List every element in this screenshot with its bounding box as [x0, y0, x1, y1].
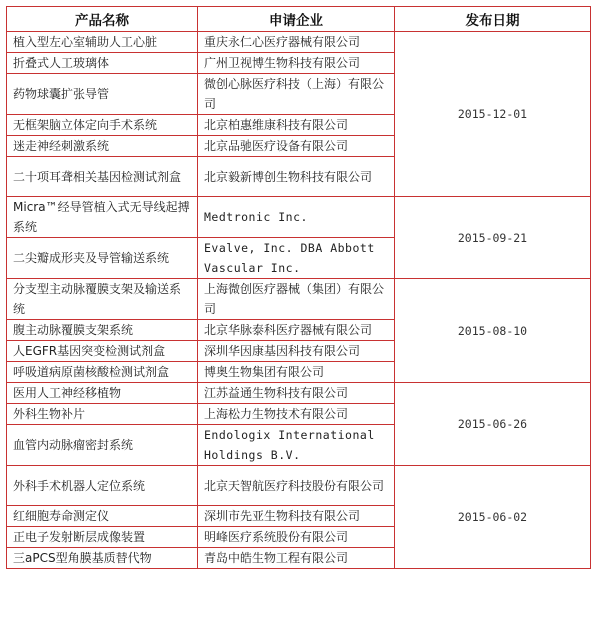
- company-cell: 北京华脉泰科医疗器械有限公司: [198, 320, 395, 341]
- product-name-cell: 外科生物补片: [7, 404, 198, 425]
- product-name-cell: 药物球囊扩张导管: [7, 74, 198, 115]
- product-name-cell: 植入型左心室辅助人工心脏: [7, 32, 198, 53]
- company-cell: 北京毅新博创生物科技有限公司: [198, 157, 395, 197]
- header-release-date: 发布日期: [395, 7, 591, 32]
- company-cell: Endologix International Holdings B.V.: [198, 425, 395, 466]
- company-cell: 青岛中皓生物工程有限公司: [198, 548, 395, 569]
- product-name-cell: 折叠式人工玻璃体: [7, 53, 198, 74]
- product-name-cell: 红细胞寿命测定仪: [7, 506, 198, 527]
- table-row: [7, 279, 591, 320]
- product-name-cell: 呼吸道病原菌核酸检测试剂盒: [7, 362, 198, 383]
- product-name-cell: 人EGFR基因突变检测试剂盒: [7, 341, 198, 362]
- release-date-cell: 2015-06-26: [395, 383, 591, 466]
- table-row: [7, 466, 591, 506]
- approval-table: [6, 6, 591, 569]
- product-name-cell: 分支型主动脉覆膜支架及输送系统: [7, 279, 198, 320]
- release-date-cell: 2015-09-21: [395, 197, 591, 279]
- product-name-cell: 二十项耳聋相关基因检测试剂盒: [7, 157, 198, 197]
- product-name-cell: 正电子发射断层成像装置: [7, 527, 198, 548]
- product-name-cell: 无框架脑立体定向手术系统: [7, 115, 198, 136]
- product-name-cell: 医用人工神经移植物: [7, 383, 198, 404]
- company-cell: 江苏益通生物科技有限公司: [198, 383, 395, 404]
- company-cell: 重庆永仁心医疗器械有限公司: [198, 32, 395, 53]
- company-cell: 北京品驰医疗设备有限公司: [198, 136, 395, 157]
- table-header-row: [7, 7, 591, 32]
- company-cell: Evalve, Inc. DBA Abbott Vascular Inc.: [198, 238, 395, 279]
- header-company: 申请企业: [198, 7, 395, 32]
- table-body: [7, 32, 591, 569]
- product-name-cell: Micra™经导管植入式无导线起搏系统: [7, 197, 198, 238]
- product-name-cell: 迷走神经刺激系统: [7, 136, 198, 157]
- company-cell: 北京天智航医疗科技股份有限公司: [198, 466, 395, 506]
- company-cell: 深圳市先亚生物科技有限公司: [198, 506, 395, 527]
- product-name-cell: 外科手术机器人定位系统: [7, 466, 198, 506]
- release-date-cell: 2015-06-02: [395, 466, 591, 569]
- company-cell: 明峰医疗系统股份有限公司: [198, 527, 395, 548]
- product-name-cell: 三aPCS型角膜基质替代物: [7, 548, 198, 569]
- company-cell: 上海微创医疗器械（集团）有限公司: [198, 279, 395, 320]
- product-name-cell: 腹主动脉覆膜支架系统: [7, 320, 198, 341]
- table-row: [7, 197, 591, 238]
- company-cell: 微创心脉医疗科技（上海）有限公司: [198, 74, 395, 115]
- table-row: [7, 32, 591, 53]
- company-cell: Medtronic Inc.: [198, 197, 395, 238]
- company-cell: 北京柏惠维康科技有限公司: [198, 115, 395, 136]
- release-date-cell: 2015-12-01: [395, 32, 591, 197]
- company-cell: 上海松力生物技术有限公司: [198, 404, 395, 425]
- product-name-cell: 二尖瓣成形夹及导管输送系统: [7, 238, 198, 279]
- table-row: [7, 383, 591, 404]
- release-date-cell: 2015-08-10: [395, 279, 591, 383]
- product-name-cell: 血管内动脉瘤密封系统: [7, 425, 198, 466]
- header-product-name: 产品名称: [7, 7, 198, 32]
- company-cell: 广州卫视博生物科技有限公司: [198, 53, 395, 74]
- company-cell: 深圳华因康基因科技有限公司: [198, 341, 395, 362]
- company-cell: 博奥生物集团有限公司: [198, 362, 395, 383]
